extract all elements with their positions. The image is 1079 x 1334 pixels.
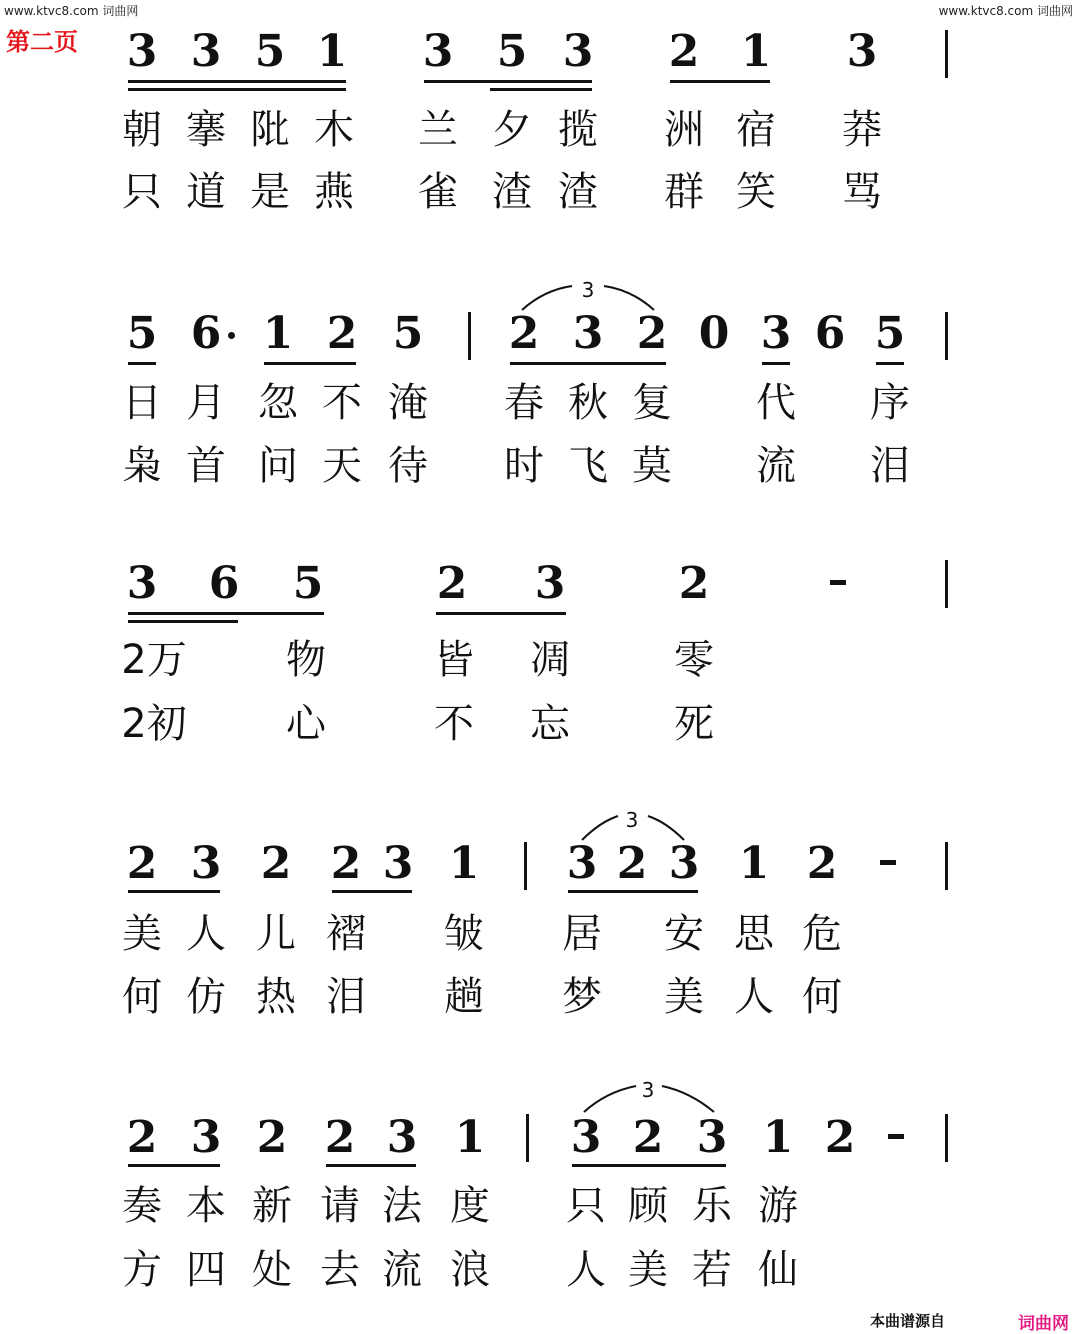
lyric: 首 — [186, 443, 226, 489]
note: 5 — [392, 308, 424, 359]
lyric: 四 — [186, 1247, 226, 1293]
note: 3 — [562, 26, 594, 77]
note: 3 — [668, 838, 700, 889]
lyric: 度 — [450, 1183, 490, 1229]
note: 2 — [324, 1112, 356, 1163]
note: 1 — [262, 308, 294, 359]
lyric: 去 — [320, 1247, 360, 1293]
lyric: 请 — [320, 1183, 360, 1229]
lyric: 渣 — [558, 169, 598, 215]
triplet-number: 3 — [641, 1078, 655, 1102]
lyric: 物 — [286, 637, 326, 683]
lyric: 夕 — [492, 107, 532, 153]
lyric: 是 — [250, 169, 290, 215]
lyric: 忽 — [258, 380, 298, 426]
note: 2 — [126, 838, 158, 889]
lyric: 皆 — [434, 637, 474, 683]
note: 5 — [292, 558, 324, 609]
lyric: 雀 — [418, 169, 458, 215]
note: 2 — [508, 308, 540, 359]
note: 2 — [330, 838, 362, 889]
note: 1 — [762, 1112, 794, 1163]
lyric: 飞 — [568, 443, 608, 489]
lyric: 兰 — [418, 107, 458, 153]
lyric: 梦 — [562, 974, 602, 1020]
note: 2 — [256, 1112, 288, 1163]
note: 3 — [572, 308, 604, 359]
lyric: 本 — [186, 1183, 226, 1229]
note: 3 — [566, 838, 598, 889]
note: 2 — [636, 308, 668, 359]
lyric: 待 — [388, 443, 428, 489]
lyric: 心 — [286, 701, 326, 747]
lyric: 零 — [674, 637, 714, 683]
note: 6 — [190, 308, 222, 359]
note: 3 — [190, 26, 222, 77]
lyric: 何 — [122, 974, 162, 1020]
lyric: 搴 — [186, 107, 226, 153]
lyric: 人 — [566, 1247, 606, 1293]
lyric: 美 — [628, 1247, 668, 1293]
lyric: 燕 — [314, 169, 354, 215]
note: 1 — [740, 26, 772, 77]
note: 2 — [326, 308, 358, 359]
note: 3 — [386, 1112, 418, 1163]
lyric: 泪 — [870, 443, 910, 489]
note: 3 — [190, 838, 222, 889]
note: 1 — [316, 26, 348, 77]
lyric: 若 — [692, 1247, 732, 1293]
lyric: 凋 — [530, 637, 570, 683]
note: 3 — [382, 838, 414, 889]
note: 2 — [260, 838, 292, 889]
note: 6 — [208, 558, 240, 609]
triplet-arc — [662, 1086, 714, 1112]
lyric: 皱 — [444, 911, 484, 957]
lyric: 人 — [186, 911, 226, 957]
lyric: 月 — [186, 380, 226, 426]
note: 0 — [698, 308, 730, 359]
lyric: 忘 — [530, 701, 570, 747]
note: 3 — [126, 558, 158, 609]
lyric: 人 — [734, 974, 774, 1020]
note: 3 — [570, 1112, 602, 1163]
note: 6 — [814, 308, 846, 359]
triplet-number: 3 — [625, 808, 639, 832]
lyric: 方 — [122, 1247, 162, 1293]
note: 2 — [678, 558, 710, 609]
lyric: 2初 — [121, 701, 187, 747]
source-label: 本曲谱源自 — [870, 1312, 946, 1330]
note: 3 — [422, 26, 454, 77]
lyric: 美 — [664, 974, 704, 1020]
lyric: 趟 — [444, 974, 484, 1020]
lyric: 莽 — [842, 107, 882, 153]
lyric: 儿 — [256, 911, 296, 957]
lyric: 渣 — [492, 169, 532, 215]
note: 3 — [696, 1112, 728, 1163]
lyric: 复 — [632, 380, 672, 426]
note: 1 — [454, 1112, 486, 1163]
note: 3 — [190, 1112, 222, 1163]
lyric: 笑 — [736, 169, 776, 215]
triplet-number: 3 — [581, 278, 595, 302]
note: 2 — [806, 838, 838, 889]
lyric: 淹 — [388, 380, 428, 426]
lyric: 2万 — [121, 637, 187, 683]
note: 5 — [874, 308, 906, 359]
triplet-arc — [584, 1086, 636, 1112]
lyric: 宿 — [736, 107, 776, 153]
lyric: 序 — [870, 380, 910, 426]
lyric: 莫 — [632, 443, 672, 489]
note: 3 — [126, 26, 158, 77]
lyric: 仿 — [186, 974, 226, 1020]
lyric: 代 — [756, 380, 796, 426]
lyric: 阰 — [250, 107, 290, 153]
note: 1 — [448, 838, 480, 889]
site-watermark-right: www.ktvc8.com 词曲网 — [938, 4, 1073, 18]
lyric: 不 — [434, 701, 474, 747]
lyric: 何 — [802, 974, 842, 1020]
lyric: 浪 — [450, 1247, 490, 1293]
lyric: 顾 — [628, 1183, 668, 1229]
lyric: 游 — [758, 1183, 798, 1229]
lyric: 日 — [122, 380, 162, 426]
note: 2 — [632, 1112, 664, 1163]
lyric: 秋 — [568, 380, 608, 426]
triplet-arc — [522, 286, 572, 310]
lyric: 不 — [322, 380, 362, 426]
lyric: 安 — [664, 911, 704, 957]
note: 2 — [668, 26, 700, 77]
lyric: 群 — [664, 169, 704, 215]
note: 3 — [534, 558, 566, 609]
lyric: 春 — [504, 380, 544, 426]
lyric: 问 — [258, 443, 298, 489]
lyric: 枭 — [122, 443, 162, 489]
lyric: 只 — [122, 169, 162, 215]
lyric: 天 — [322, 443, 362, 489]
note: 1 — [738, 838, 770, 889]
lyric: 道 — [186, 169, 226, 215]
triplet-arc — [648, 816, 684, 840]
lyric: 泪 — [326, 974, 366, 1020]
note: 2 — [824, 1112, 856, 1163]
note: 5 — [254, 26, 286, 77]
note: 5 — [496, 26, 528, 77]
note: 2 — [126, 1112, 158, 1163]
lyric: 褶 — [326, 911, 366, 957]
brand-link[interactable]: 词曲网 — [1018, 1314, 1069, 1334]
lyric: 洲 — [664, 107, 704, 153]
lyric: 热 — [256, 974, 296, 1020]
lyric: 新 — [252, 1183, 292, 1229]
note: 3 — [760, 308, 792, 359]
lyric: 骂 — [842, 169, 882, 215]
lyric: 法 — [382, 1183, 422, 1229]
lyric: 流 — [756, 443, 796, 489]
lyric: 木 — [314, 107, 354, 153]
lyric: 奏 — [122, 1183, 162, 1229]
note: 5 — [126, 308, 158, 359]
note: 2 — [616, 838, 648, 889]
lyric: 揽 — [558, 107, 598, 153]
lyric: 仙 — [758, 1247, 798, 1293]
lyric: 朝 — [122, 107, 162, 153]
lyric: 只 — [566, 1183, 606, 1229]
triplet-arc — [582, 816, 618, 840]
triplet-arc — [604, 286, 654, 310]
lyric: 处 — [252, 1247, 292, 1293]
lyric: 思 — [734, 911, 774, 957]
note: 2 — [436, 558, 468, 609]
lyric: 美 — [122, 911, 162, 957]
page-label: 第二页 — [6, 28, 78, 56]
lyric: 乐 — [692, 1183, 732, 1229]
lyric: 居 — [562, 911, 602, 957]
note: 3 — [846, 26, 878, 77]
lyric: 时 — [504, 443, 544, 489]
lyric: 危 — [802, 911, 842, 957]
site-watermark-left: www.ktvc8.com 词曲网 — [4, 4, 139, 18]
lyric: 死 — [674, 701, 714, 747]
lyric: 流 — [382, 1247, 422, 1293]
